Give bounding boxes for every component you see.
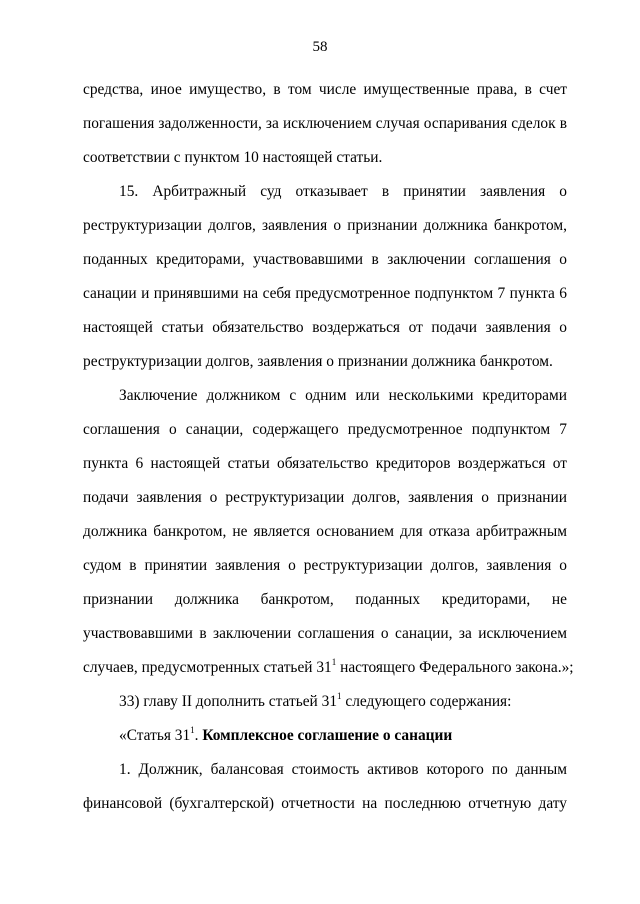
text-line: [119, 692, 567, 712]
superscript: 1: [190, 725, 195, 735]
text-fragment: случаев, предусмотренных статьей 31: [83, 659, 332, 676]
page-number: 58: [312, 39, 328, 55]
text-line: пункта 6 настоящей статьи обязательство кредиторов воздержаться от: [83, 455, 567, 472]
text-line: должника банкротом, не является основанием для отказа арбитражным: [83, 523, 567, 540]
text-line: соответствии с пунктом 10 настоящей статьи.: [83, 149, 383, 166]
text-line: санации и принявшими на себя предусмотренное подпунктом 7 пункта 6: [83, 285, 567, 302]
text-fragment: следующего содержания:: [341, 693, 512, 710]
text-line: погашения задолженности, за исключением случая оспаривания сделок в: [83, 115, 567, 132]
text-line: 15. Арбитражный суд отказывает в принятии заявления о: [119, 183, 567, 200]
text-fragment: .: [194, 727, 203, 744]
text-line: реструктуризации долгов, заявления о признании должника банкротом.: [83, 353, 553, 370]
text-line: настоящей статьи обязательство воздержаться от подачи заявления о: [83, 319, 567, 336]
text-fragment: настоящего Федерального закона.»;: [336, 659, 574, 676]
text-line: судом в принятии заявления о реструктуризации долгов, заявления о: [83, 557, 567, 574]
text-line: поданных кредиторами, участвовавшими в заключении соглашения о: [83, 251, 567, 268]
article-heading: [119, 726, 567, 746]
superscript: 1: [331, 657, 337, 667]
text-line: Заключение должником с одним или несколькими кредиторами: [119, 387, 567, 404]
text-line: [83, 657, 574, 678]
text-fragment: 33) главу II дополнить статьей 31: [119, 693, 338, 710]
superscript: 1: [337, 691, 342, 701]
text-line: подачи заявления о реструктуризации долгов, заявления о признании: [83, 489, 567, 506]
article-title: Комплексное соглашение о санации: [202, 727, 453, 744]
text-fragment: «Статья 31: [119, 727, 191, 744]
text-line: финансовой (бухгалтерской) отчетности на последнюю отчетную дату: [83, 795, 567, 812]
text-line: участвовавшими в заключении соглашения о санации, за исключением: [83, 625, 567, 642]
text-line: признании должника банкротом, поданных кредиторами, не: [83, 591, 567, 608]
text-line: реструктуризации долгов, заявления о признании должника банкротом,: [83, 217, 567, 234]
text-line: 1. Должник, балансовая стоимость активов которого по данным: [119, 761, 567, 778]
text-line: соглашения о санации, содержащего предусмотренное подпунктом 7: [83, 421, 567, 438]
text-line: средства, иное имущество, в том числе имущественные права, в счет: [83, 81, 567, 98]
